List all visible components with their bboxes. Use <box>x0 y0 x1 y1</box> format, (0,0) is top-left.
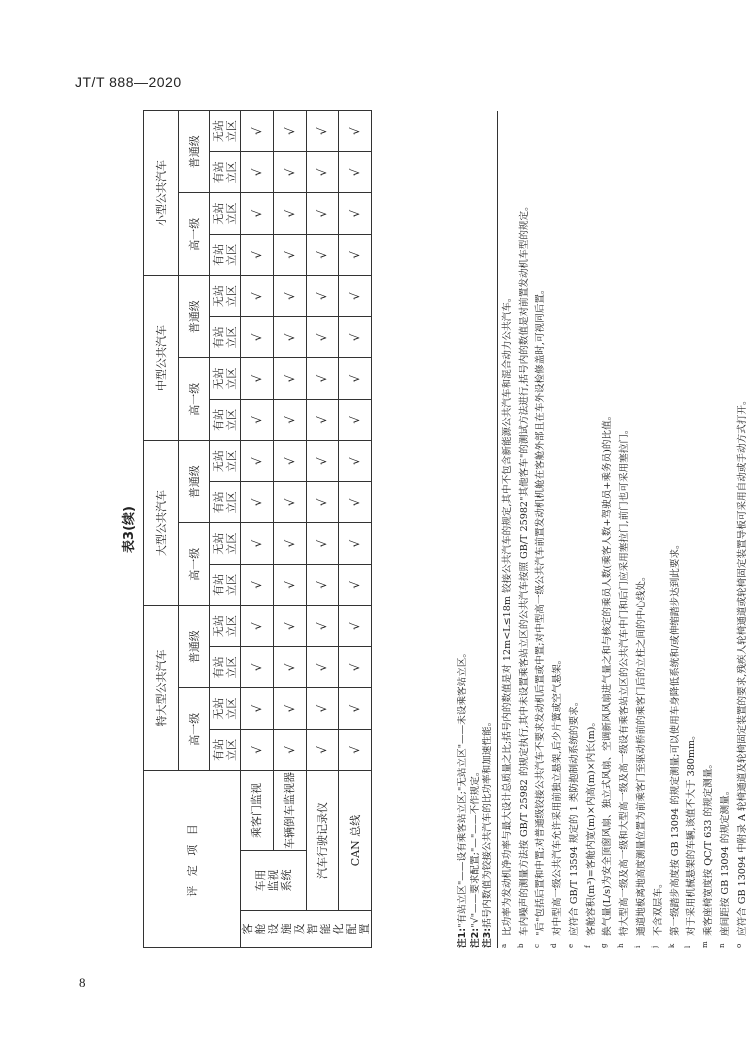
note-text: 乘客座椅宽度按 QC/T 633 的规定测量。 <box>703 758 715 936</box>
check-mark: √ <box>273 564 306 605</box>
check-mark: √ <box>241 234 274 275</box>
note-text: 客舱容积(m³)=客舱内宽(m)×内高(m)×内长(m)。 <box>585 716 597 936</box>
check-mark: √ <box>339 152 372 193</box>
standing-area-header: 有站 立区 <box>210 647 241 688</box>
row-label: CAN 总线 <box>339 771 372 911</box>
row-label: 乘客门监视 <box>241 771 274 851</box>
standing-area-header: 无站 立区 <box>210 193 241 234</box>
check-mark: √ <box>339 441 372 482</box>
standing-area-header: 无站 立区 <box>210 688 241 729</box>
standing-area-header: 有站 立区 <box>210 152 241 193</box>
footnote-marker: f <box>583 945 592 948</box>
footnote-marker: o <box>734 943 743 948</box>
check-mark: √ <box>273 111 306 152</box>
standing-area-header: 无站 立区 <box>210 276 241 317</box>
note-text: "有站立区"——设有乘客站立区;"无站立区"——未设乘客站立区。 <box>457 647 468 928</box>
check-mark: √ <box>273 729 306 770</box>
note-line <box>531 111 548 948</box>
check-mark: √ <box>241 317 274 358</box>
table-notes <box>457 111 750 948</box>
note-line <box>699 111 716 948</box>
standing-area-header: 无站 立区 <box>210 606 241 647</box>
check-mark: √ <box>273 441 306 482</box>
check-mark: √ <box>339 564 372 605</box>
check-mark: √ <box>339 276 372 317</box>
check-mark: √ <box>241 358 274 399</box>
footnote-marker: k <box>667 943 676 948</box>
check-mark: √ <box>339 399 372 440</box>
check-mark: √ <box>241 729 274 770</box>
note-text: 比功率为发动机净功率与最大设计总质量之比;括号内的数值是对 12m<L≤18m 铰接公共汽车的规定,其中不包含新能源公共汽车和混合动力公共汽车。 <box>501 292 513 936</box>
note-line <box>482 111 495 948</box>
grade-header: 普通级 <box>179 606 210 689</box>
note-text: 座间距按 GB 13094 的规定测量。 <box>720 785 732 936</box>
footnote-marker: j <box>650 945 659 948</box>
check-mark: √ <box>273 688 306 729</box>
check-mark: √ <box>306 234 339 275</box>
check-mark: √ <box>273 276 306 317</box>
note-text: 第一级踏步高度按 GB 13094 的规定测量;可以使用车身降低系统和/或伸缩踏步达到此要求。 <box>669 539 681 936</box>
note-text: 特大型高一级及高一级和大型高一级及高一级设有乘客站立区的公共汽车中门和后门应采用塞拉门,前门也可采用塞拉门。 <box>619 424 631 936</box>
vehicle-group-header: 特大型公共汽车 <box>144 606 179 771</box>
check-mark: √ <box>306 729 339 770</box>
check-mark: √ <box>306 276 339 317</box>
check-mark: √ <box>306 523 339 564</box>
check-mark: √ <box>273 399 306 440</box>
category-main: 客舱设施及智能化配置 <box>241 911 372 948</box>
note-text: 换气量(L/s)为安全顶窗风扇、独立式风扇、空调新风风扇进气量之和与核定的乘员人数(乘客人数+驾驶员+乘务员)的比值。 <box>602 410 614 936</box>
check-mark: √ <box>241 152 274 193</box>
note-tag: 注2: <box>469 927 481 948</box>
vehicle-group-header: 小型公共汽车 <box>144 111 179 276</box>
note-line <box>565 111 582 948</box>
check-mark: √ <box>241 523 274 564</box>
standing-area-header: 无站 立区 <box>210 523 241 564</box>
grade-header: 高一级 <box>179 688 210 771</box>
note-text: 应符合 GB 13094 中附录 A 轮椅通道及轮椅固定装置的要求,残疾人轮椅通道或轮椅固定装置导板可采用自动或手动方式打开。 <box>736 395 748 936</box>
check-mark: √ <box>339 234 372 275</box>
footnote-marker: l <box>684 945 693 948</box>
check-mark: √ <box>273 234 306 275</box>
check-mark: √ <box>241 111 274 152</box>
grade-header: 高一级 <box>179 523 210 606</box>
check-mark: √ <box>273 606 306 647</box>
note-text: "√"——要求配置;"—"——不作规定。 <box>469 766 481 928</box>
check-mark: √ <box>306 399 339 440</box>
note-line <box>682 111 699 948</box>
check-mark: √ <box>339 688 372 729</box>
vehicle-group-header: 中型公共汽车 <box>144 276 179 441</box>
footnote-marker: d <box>550 943 559 948</box>
check-mark: √ <box>339 358 372 399</box>
standing-area-header: 有站 立区 <box>210 482 241 523</box>
check-mark: √ <box>273 193 306 234</box>
note-text: 应符合 GB/T 13594 规定的 1 类防抱制动系统的要求。 <box>569 696 581 936</box>
check-mark: √ <box>339 317 372 358</box>
check-mark: √ <box>273 523 306 564</box>
check-mark: √ <box>241 441 274 482</box>
footnote-marker: e <box>566 943 575 948</box>
check-mark: √ <box>306 317 339 358</box>
category-sub: 车用监视系统 <box>241 851 307 911</box>
grade-header: 普通级 <box>179 276 210 359</box>
check-mark: √ <box>306 441 339 482</box>
note-tag: 注3: <box>482 927 494 948</box>
footnote-marker: b <box>516 943 525 948</box>
grade-header: 普通级 <box>179 111 210 194</box>
footnote-marker: i <box>634 945 643 948</box>
table-caption: 表3(续) <box>122 506 137 553</box>
check-mark: √ <box>306 564 339 605</box>
check-mark: √ <box>339 193 372 234</box>
note-text: 对于采用机械悬架的车辆,该值不大于 380mm。 <box>686 730 698 936</box>
note-text: "后"包括后置和中置;对普通级铰接公共汽车不要求发动机后置或中置;对中型高一级公共汽车前置发动机机舱在客舱外部且在车外设检修盖时,可视同后置。 <box>535 284 547 936</box>
check-mark: √ <box>241 564 274 605</box>
standing-area-header: 无站 立区 <box>210 441 241 482</box>
check-mark: √ <box>273 647 306 688</box>
check-mark: √ <box>339 111 372 152</box>
standard-number: JT/T 888—2020 <box>75 74 182 90</box>
check-mark: √ <box>306 606 339 647</box>
footnote-marker: c <box>533 944 542 948</box>
vehicle-group-header: 大型公共汽车 <box>144 441 179 606</box>
check-mark: √ <box>241 276 274 317</box>
note-text: 对中型高一级公共汽车允许采用前独立悬架,后少片簧或空气悬架。 <box>552 654 564 936</box>
standing-area-header: 无站 立区 <box>210 358 241 399</box>
check-mark: √ <box>306 358 339 399</box>
footnote-marker: a <box>499 943 508 948</box>
note-line <box>598 111 615 948</box>
standing-area-header: 有站 立区 <box>210 399 241 440</box>
note-line <box>632 111 649 948</box>
note-line <box>716 111 733 948</box>
note-line <box>615 111 632 948</box>
page-number: 8 <box>79 975 86 990</box>
grade-header: 高一级 <box>179 193 210 276</box>
footnote-marker: g <box>600 943 609 948</box>
standing-area-header: 有站 立区 <box>210 317 241 358</box>
standing-area-header: 有站 立区 <box>210 234 241 275</box>
check-mark: √ <box>273 482 306 523</box>
note-line <box>582 111 599 948</box>
check-mark: √ <box>241 482 274 523</box>
check-mark: √ <box>241 647 274 688</box>
grade-header: 普通级 <box>179 441 210 524</box>
note-line <box>470 111 483 948</box>
check-mark: √ <box>339 482 372 523</box>
check-mark: √ <box>306 111 339 152</box>
check-mark: √ <box>339 606 372 647</box>
standing-area-header: 有站 立区 <box>210 564 241 605</box>
note-line <box>515 111 532 948</box>
note-text: 通道地板离地高度测量位置为前乘客门至驱动桥前的乘客门后的立柱之间的中心线处。 <box>636 571 648 936</box>
check-mark: √ <box>241 688 274 729</box>
evaluation-table <box>143 110 372 948</box>
note-line <box>457 111 470 948</box>
grade-header: 高一级 <box>179 358 210 441</box>
note-line <box>548 111 565 948</box>
footnote-marker: h <box>617 943 626 948</box>
check-mark: √ <box>306 152 339 193</box>
row-label: 车辆倒车监视器 <box>273 771 306 851</box>
row-label: 汽车行驶记录仪 <box>306 771 339 911</box>
check-mark: √ <box>339 523 372 564</box>
note-line <box>666 111 683 948</box>
check-mark: √ <box>339 729 372 770</box>
check-mark: √ <box>273 317 306 358</box>
standing-area-header: 无站 立区 <box>210 111 241 152</box>
check-mark: √ <box>241 399 274 440</box>
eval-item-header: 评 定 项 目 <box>144 771 241 948</box>
check-mark: √ <box>306 688 339 729</box>
check-mark: √ <box>241 606 274 647</box>
note-text: 不含双层车。 <box>653 878 664 936</box>
note-line <box>649 111 666 948</box>
check-mark: √ <box>339 647 372 688</box>
check-mark: √ <box>273 152 306 193</box>
check-mark: √ <box>306 647 339 688</box>
check-mark: √ <box>241 193 274 234</box>
footnote-marker: n <box>717 943 726 948</box>
footnote-marker: m <box>701 941 710 948</box>
check-mark: √ <box>273 358 306 399</box>
check-mark: √ <box>306 193 339 234</box>
check-mark: √ <box>306 482 339 523</box>
note-text: 括号内数值为铰接公共汽车的比功率和加速性能。 <box>482 716 494 928</box>
rotated-page-content <box>117 111 748 948</box>
note-line <box>733 111 750 948</box>
note-line <box>498 111 515 948</box>
note-tag: 注1: <box>457 927 468 948</box>
note-text: 车内噪声的测量方法按 GB/T 25982 的规定执行,其中未设置乘客站立区的公共汽车按照 GB/T 25982"其他客车"的测试方法进行,括号内的数值是对前置发动机车型的规定。 <box>518 201 530 936</box>
standing-area-header: 有站 立区 <box>210 729 241 770</box>
